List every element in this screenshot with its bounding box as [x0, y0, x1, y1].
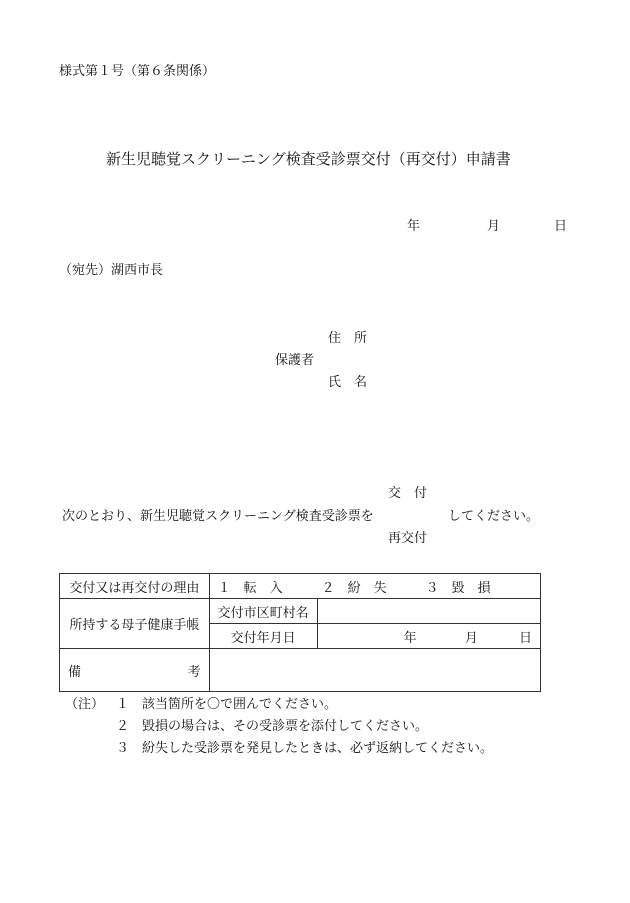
municipality-value: [317, 599, 540, 624]
note-item: １ 該当箇所を〇で囲んでください。: [116, 697, 338, 712]
reason-options: １ 転 入 ２ 紛 失 ３ 毀 損: [209, 574, 540, 599]
date-year-label: 年: [407, 219, 421, 234]
remarks-label-left: 備: [68, 664, 82, 680]
statement-prefix: 次のとおり、新生児聴覚スクリーニング検査受診票を: [62, 509, 374, 524]
application-table: [59, 573, 541, 692]
remarks-label: [60, 649, 210, 692]
issue-year-label: 年: [403, 630, 417, 646]
note-item: ３ 紛失した受診票を発見したときは、必ず返納してください。: [116, 741, 494, 756]
issue-month-label: 月: [464, 630, 478, 646]
date-month-label: 月: [487, 219, 501, 234]
handbook-label: 所持する母子健康手帳: [60, 599, 210, 649]
name-label: 氏 名: [328, 375, 368, 390]
reason-label: 交付又は再交付の理由: [60, 574, 210, 599]
reason-row: [60, 574, 541, 599]
statement-suffix: してください。: [448, 509, 540, 524]
issue-date-value: [317, 624, 540, 649]
addressee: （宛先）湖西市長: [59, 263, 164, 278]
remarks-row: [60, 649, 541, 692]
address-label: 住 所: [328, 331, 368, 346]
option-reissue: 再交付: [388, 531, 428, 546]
remarks-value: [209, 649, 540, 692]
municipality-label: 交付市区町村名: [209, 599, 317, 624]
document-title: 新生児聴覚スクリーニング検査受診票交付（再交付）申請書: [106, 150, 511, 168]
notes-label: （注）: [65, 697, 105, 712]
issue-day-label: 日: [518, 630, 532, 646]
remarks-label-right: 考: [187, 664, 201, 680]
handbook-row: [60, 599, 541, 624]
issue-date-label: 交付年月日: [209, 624, 317, 649]
option-issue: 交 付: [388, 486, 428, 501]
form-number: 様式第１号（第６条関係）: [59, 64, 216, 79]
guardian-label: 保護者: [275, 353, 315, 368]
date-day-label: 日: [554, 219, 568, 234]
note-item: ２ 毀損の場合は、その受診票を添付してください。: [116, 719, 429, 734]
